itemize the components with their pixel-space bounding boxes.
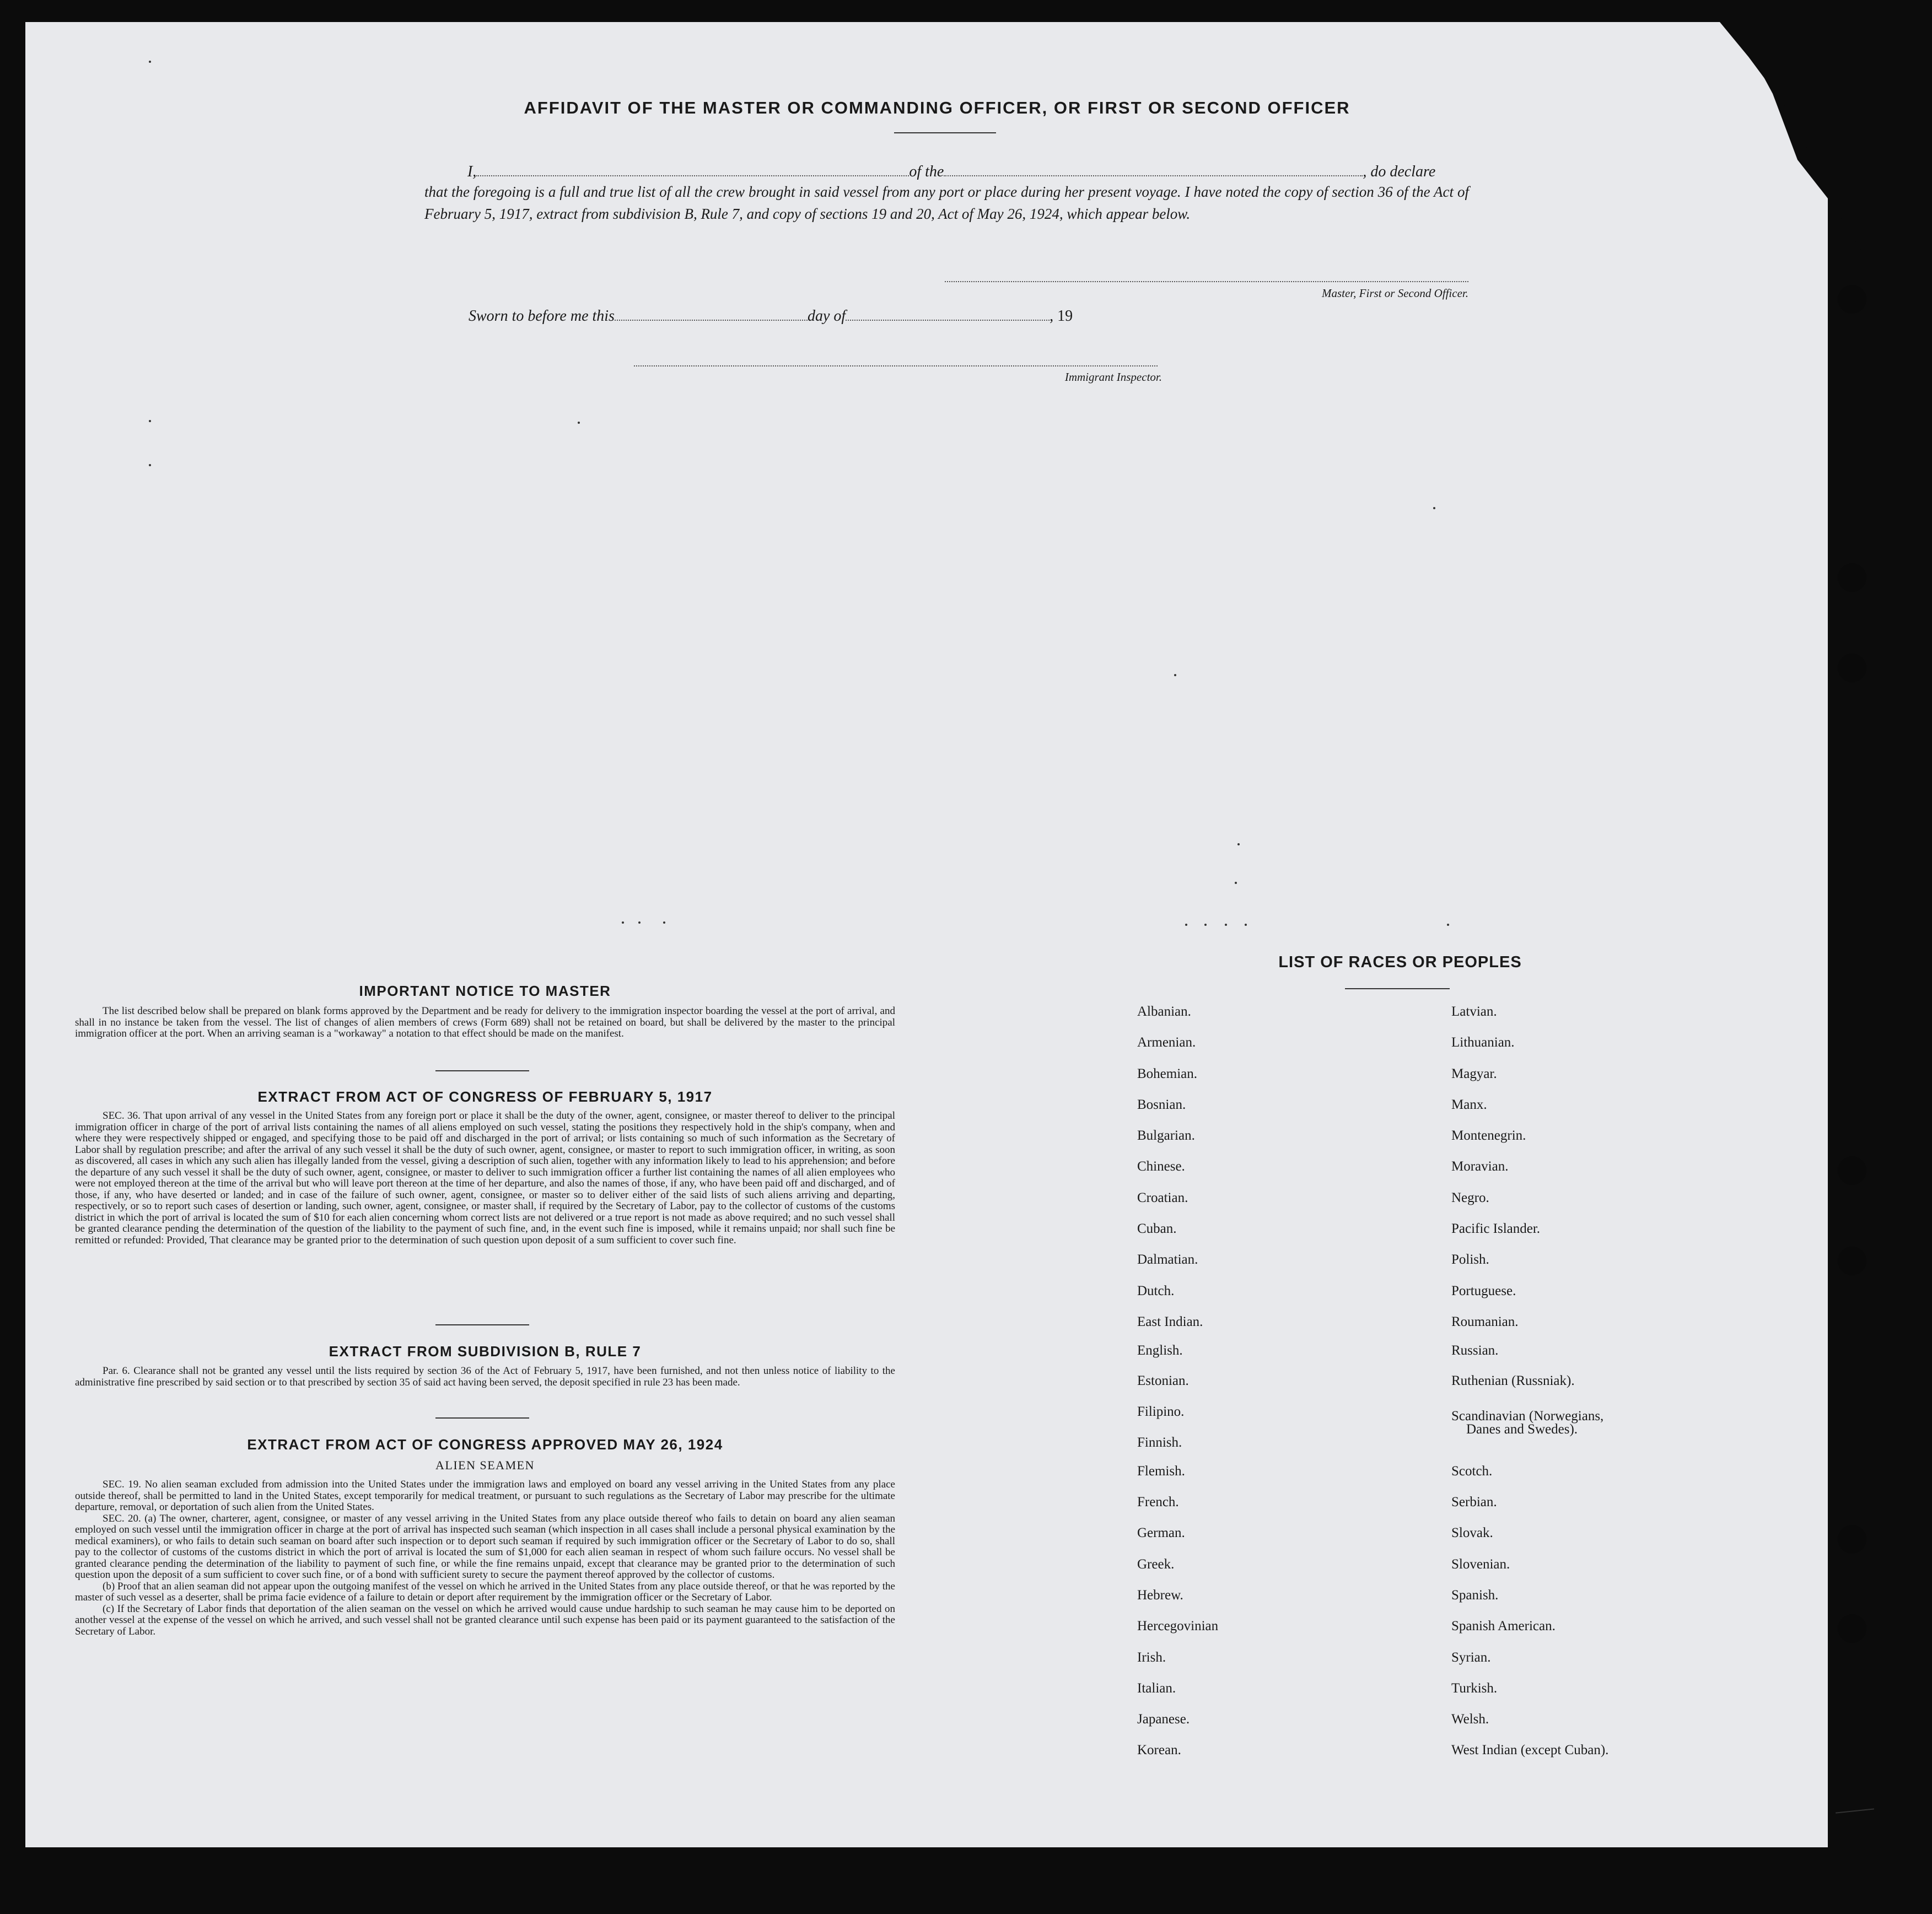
notice-title: IMPORTANT NOTICE TO MASTER bbox=[359, 983, 611, 999]
scan-speck bbox=[149, 420, 151, 422]
race-item: Slovak. bbox=[1451, 1525, 1493, 1540]
race-item: Lithuanian. bbox=[1451, 1035, 1515, 1050]
title-divider bbox=[894, 132, 996, 133]
master-signature-line[interactable] bbox=[945, 281, 1468, 282]
race-item: Danes and Swedes). bbox=[1466, 1422, 1578, 1437]
sworn-line bbox=[469, 308, 1073, 325]
race-item: Montenegrin. bbox=[1451, 1128, 1526, 1143]
alien-seamen-subtitle: ALIEN SEAMEN bbox=[435, 1458, 535, 1472]
notice-text bbox=[75, 1006, 895, 1040]
sec20b-paragraph: (b) Proof that an alien seaman did not appear upon the outgoing manifest of the vessel on which he arrived in the United States from any place outside thereof, or that he was reported by the master of such vessel as a deserter, shall be prima facie evidence of a failure to detain or deport after requirement by the immigration officer or the Secretary of Labor. bbox=[75, 1580, 895, 1603]
race-item: Italian. bbox=[1137, 1681, 1176, 1696]
race-item: Ruthenian (Russniak). bbox=[1451, 1373, 1575, 1388]
inspector-caption: Immigrant Inspector. bbox=[1064, 370, 1162, 384]
rule7-text bbox=[75, 1366, 895, 1388]
scan-speck bbox=[638, 921, 641, 924]
section-divider bbox=[435, 1417, 529, 1419]
scan-speck bbox=[1225, 924, 1227, 926]
scan-speck bbox=[1185, 924, 1187, 926]
race-item: Korean. bbox=[1137, 1743, 1181, 1757]
name-blank[interactable] bbox=[476, 165, 909, 176]
punch-hole bbox=[1838, 1247, 1866, 1275]
declare-label: , do declare bbox=[1363, 163, 1436, 180]
race-item: English. bbox=[1137, 1343, 1183, 1358]
race-item: Flemish. bbox=[1137, 1464, 1185, 1479]
race-item: Hebrew. bbox=[1137, 1588, 1183, 1603]
sec20c-paragraph: (c) If the Secretary of Labor finds that deportation of the alien seaman on the vessel on which he arrived would cause undue hardship to such seaman he may cause him to be deported on another vessel at the expense of the vessel on which he arrived, and such vessel shall not be granted clearance until such expense has been paid or its payment guaranteed to the satisfaction of the Secretary of Labor. bbox=[75, 1603, 895, 1637]
race-item: Croatian. bbox=[1137, 1190, 1188, 1205]
race-item: Pacific Islander. bbox=[1451, 1221, 1541, 1236]
race-item: Dalmatian. bbox=[1137, 1252, 1198, 1267]
scan-speck bbox=[663, 921, 665, 924]
section-divider bbox=[435, 1070, 529, 1071]
scan-speck bbox=[1204, 924, 1207, 926]
punch-hole bbox=[1838, 563, 1866, 592]
scan-mark bbox=[1836, 1808, 1874, 1813]
race-item: Bosnian. bbox=[1137, 1097, 1186, 1112]
sec19-paragraph: SEC. 19. No alien seaman excluded from admission into the United States under the immigration laws and employed on board any vessel arriving in the United States from any place outside thereof, shall be permitted to land in the United States, except temporarily for medical treatment, or pursuant to such regulations as the Secretary of Labor may prescribe for the ultimate departure, removal, or deportation of such alien from the United States. bbox=[75, 1479, 895, 1513]
race-item: Manx. bbox=[1451, 1097, 1487, 1112]
race-item: Chinese. bbox=[1137, 1159, 1185, 1174]
race-item: Spanish American. bbox=[1451, 1619, 1556, 1633]
inspector-signature-line[interactable] bbox=[634, 365, 1158, 366]
race-item: Japanese. bbox=[1137, 1712, 1190, 1727]
scan-speck bbox=[1433, 507, 1435, 509]
day-of-label: day of bbox=[807, 308, 846, 325]
scan-speck bbox=[1235, 882, 1237, 884]
race-item: Turkish. bbox=[1451, 1681, 1498, 1696]
race-item: Bulgarian. bbox=[1137, 1128, 1195, 1143]
punch-hole bbox=[1838, 285, 1866, 314]
race-item: Dutch. bbox=[1137, 1284, 1175, 1298]
race-item: Armenian. bbox=[1137, 1035, 1196, 1050]
year-label: , 19 bbox=[1050, 308, 1073, 325]
race-item: Filipino. bbox=[1137, 1404, 1185, 1419]
punch-hole bbox=[1838, 654, 1866, 682]
race-item: Bohemian. bbox=[1137, 1066, 1198, 1081]
race-item: East Indian. bbox=[1137, 1314, 1203, 1329]
scan-speck bbox=[1237, 843, 1240, 845]
race-item: Portuguese. bbox=[1451, 1284, 1516, 1298]
par6-paragraph: Par. 6. Clearance shall not be granted any vessel until the lists required by section 36 of the Act of February 5, 1917, have been furnished, and not then unless notice of liability to the administrative fine prescribed by said section or to that prescribed by section 35 of said act having been served, the deposit specified in rule 23 has been made. bbox=[75, 1365, 895, 1388]
punch-hole bbox=[1838, 1525, 1866, 1554]
race-item: Negro. bbox=[1451, 1190, 1489, 1205]
race-item: Syrian. bbox=[1451, 1650, 1491, 1665]
race-item: Finnish. bbox=[1137, 1435, 1182, 1450]
punch-hole bbox=[1838, 1614, 1866, 1643]
declaration-first-line bbox=[467, 163, 1435, 181]
sec20a-paragraph: SEC. 20. (a) The owner, charterer, agent, consignee, or master of any vessel arriving in the United States from any place outside thereof who fails to detain on board any alien seaman employed on such vessel until the immigration officer in charge at the port of arrival has inspected such seaman (which inspection in all cases shall include a personal physical examination by the medical examiners), or who fails to detain such seaman on board after such inspection or to deport such seaman if required by such immigration officer or the Secretary of Labor to do so, shall pay to the collector of customs of the customs district in which the port of arrival is located the sum of $1,000 for each alien seaman in respect of whom such failure occurs. No vessel shall be granted clearance pending the determination of the liability to payment of such fine, or while the fine remains unpaid, except that clearance may be granted prior to the determination of such question upon the deposit of a sum sufficient to cover such fine, or of a bond with sufficient surety to secure the payment thereof approved by the collector of customs. bbox=[75, 1512, 895, 1581]
sec36-paragraph: SEC. 36. That upon arrival of any vessel in the United States from any foreign port or place it shall be the duty of the owner, agent, consignee, or master thereof to deliver to the principal immigration officer in charge of the port of arrival lists containing the names of all aliens employed on such vessel, stating the positions they respectively hold in the ship's company, when and where they were respectively shipped or engaged, and specifying those to be paid off and discharged in the port of arrival; or lists containing so much of such information as the Secretary of Labor shall by regulation prescribe; and after the arrival of any such vessel it shall be the duty of such owner, agent, consignee, or master to report to such immigration officer, in writing, as soon as discovered, all cases in which any such alien has illegally landed from the vessel, giving a description of such alien, together with any information likely to lead to his apprehension; and before the departure of any such vessel it shall be the duty of such owner, agent, consignee, or master to deliver to such immigration officer a further list containing the names of all alien employees who were not employed thereon at the time of the arrival but who will leave port thereon at the time of her departure, and also the names of those, if any, who have been paid off and discharged, and of those, if any, who have deserted or landed; and in case of the failure of such owner, agent, consignee, or master so to deliver either of the said lists of such aliens arriving and departing, respectively, or so to report such cases of desertion or landing, such owner, agent, consignee, or master shall, if required by the Secretary of Labor, pay to the collector of customs of the customs district in which the port of arrival is located the sum of $10 for each alien concerning whom correct lists are not delivered or a true report is not made as above required; and no such vessel shall be granted clearance pending the determination of the question of the liability to the payment of such fine, and, in the event such fine is imposed, while it remains unpaid; nor shall such fine be remitted or refunded: Provided, That clearance may be granted prior to the determination of such question upon deposit of a sum sufficient to cover such fine. bbox=[75, 1110, 895, 1246]
race-item: Albanian. bbox=[1137, 1004, 1191, 1019]
sworn-month-blank[interactable] bbox=[846, 310, 1050, 321]
races-title: LIST OF RACES OR PEOPLES bbox=[1278, 953, 1522, 971]
scan-speck bbox=[622, 921, 624, 924]
of-the-label: of the bbox=[909, 163, 944, 180]
sworn-label: Sworn to before me this bbox=[469, 308, 615, 325]
race-item: Magyar. bbox=[1451, 1066, 1497, 1081]
scan-speck bbox=[149, 464, 151, 466]
race-item: Spanish. bbox=[1451, 1588, 1499, 1603]
race-item: Irish. bbox=[1137, 1650, 1166, 1665]
race-item: Russian. bbox=[1451, 1343, 1499, 1358]
extract-1924-text bbox=[75, 1479, 895, 1637]
scan-speck bbox=[1174, 674, 1176, 676]
race-item: Serbian. bbox=[1451, 1495, 1497, 1509]
extract-1917-text bbox=[75, 1110, 895, 1246]
master-caption: Master, First or Second Officer. bbox=[1322, 287, 1468, 300]
race-item: Hercegovinian bbox=[1137, 1619, 1219, 1633]
race-item: Roumanian. bbox=[1451, 1314, 1519, 1329]
race-item: Welsh. bbox=[1451, 1712, 1489, 1727]
race-item: German. bbox=[1137, 1525, 1185, 1540]
declaration-text: that the foregoing is a full and true list of all the crew brought in said vessel from any port or place during her present voyage. I have noted the copy of section 36 of the Act of February 5, 1917, extract from subdivision B, Rule 7, and copy of sections 19 and 20, Act of May 26, 1924, which appear below. bbox=[424, 184, 1469, 222]
affidavit-title: AFFIDAVIT OF THE MASTER OR COMMANDING OFFICER, OR FIRST OR SECOND OFFICER bbox=[524, 98, 1350, 117]
scan-speck bbox=[578, 422, 580, 424]
scan-speck bbox=[149, 61, 151, 63]
race-item: West Indian (except Cuban). bbox=[1451, 1743, 1609, 1757]
race-item: Greek. bbox=[1137, 1557, 1175, 1572]
race-item: Moravian. bbox=[1451, 1159, 1509, 1174]
vessel-blank[interactable] bbox=[944, 165, 1363, 176]
race-item: Slovenian. bbox=[1451, 1557, 1510, 1572]
race-item: Polish. bbox=[1451, 1252, 1489, 1267]
punch-hole bbox=[1838, 1156, 1866, 1185]
race-item: Estonian. bbox=[1137, 1373, 1189, 1388]
rule7-title: EXTRACT FROM SUBDIVISION B, RULE 7 bbox=[329, 1343, 642, 1360]
races-divider bbox=[1345, 988, 1450, 989]
scan-speck bbox=[1447, 924, 1449, 926]
scan-speck bbox=[1245, 924, 1247, 926]
section-divider bbox=[435, 1324, 529, 1325]
notice-paragraph: The list described below shall be prepared on blank forms approved by the Department and be ready for delivery to the immigration inspector boarding the vessel at the port of arrival, and shall in no instance be taken from the vessel. The list of changes of alien members of crews (Form 689) shall not be retained on board, but shall be delivered by the master to the principal immigration officer at the port. When an arriving seaman is a "workaway" a notation to that effect should be made on the manifest. bbox=[75, 1005, 895, 1039]
extract-1924-title: EXTRACT FROM ACT OF CONGRESS APPROVED MAY 26, 1924 bbox=[247, 1436, 723, 1453]
race-item: Latvian. bbox=[1451, 1004, 1497, 1019]
extract-1917-title: EXTRACT FROM ACT OF CONGRESS OF FEBRUARY 5, 1917 bbox=[257, 1088, 713, 1105]
race-item: Scotch. bbox=[1451, 1464, 1493, 1479]
sworn-day-blank[interactable] bbox=[615, 310, 808, 321]
race-item: Cuban. bbox=[1137, 1221, 1177, 1236]
race-item: Scandinavian (Norwegians, bbox=[1451, 1409, 1604, 1424]
race-item: French. bbox=[1137, 1495, 1179, 1509]
i-label: I, bbox=[467, 163, 477, 180]
